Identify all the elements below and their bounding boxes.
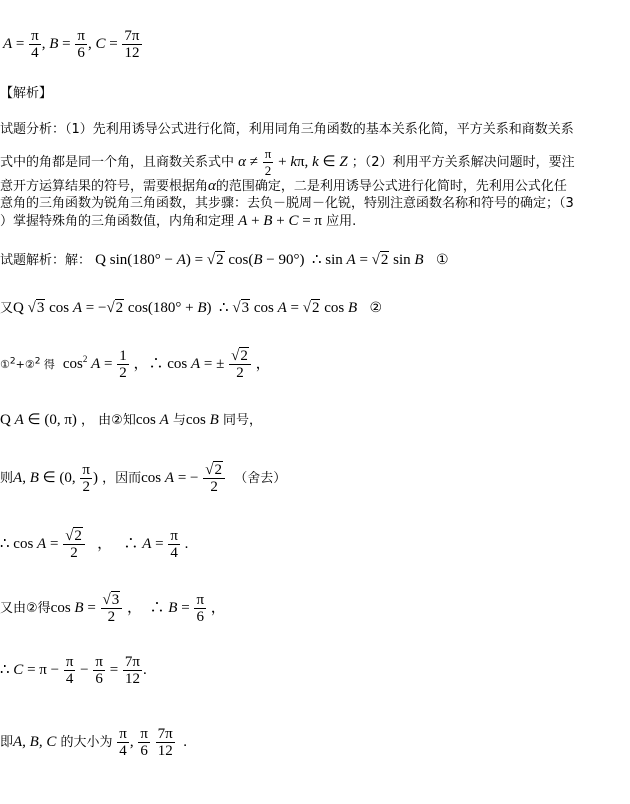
solution-step-3: ①$^2$+②$^2$ 得 $\cos^2 A$ = $\frac{1}{2}$ ，∴ cos A = ± $\frac{√2}{2}$ ， [0, 348, 271, 381]
analysis-line-3: 意开方运算结果的符号，需要根据角α的范围确定，二是利用诱导公式进行化简时，先利用公式化任 [0, 178, 567, 194]
top-answer: A = $\frac{\pi}{4}$ , B = $\frac{\pi}{6}$ , C = $\frac{7\pi}{12}$ [3, 28, 140, 61]
analysis-line-2: 式中的角都是同一个角，且商数关系式中 α ≠ $\frac{\pi}{2}$ + kπ, k ∈ Z ；（2）利用平方关系解决问题时，要注 [0, 146, 575, 178]
solution-step-8: ∴ C = π − $\frac{\pi}{4}$ − $\frac{\pi}{6}$ = $\frac{7\pi}{12}$ . [0, 654, 147, 687]
solution-step-4: Q A ∈ (0, π) ， 由②知cos A 与cos B 同号， [0, 412, 262, 428]
alpha-symbol: α [208, 178, 216, 194]
section-heading: 【解析】 [0, 86, 53, 101]
solution-step-9: 即A, B, C 的大小为 $\frac{\pi}{4}$ , $\frac{\pi}{6}$ $\frac{7\pi}{12}$ . [0, 726, 187, 759]
solution-step-7: 又由②得cos B = $\frac{√3}{2}$ ， ∴ B = $\frac{\pi}{6}$ ， [0, 592, 226, 625]
solution-step-1: 试题解析：解： Q sin(180° − A) = √2 cos(B − 90°) ∴ sin A = √2 sin B ① [0, 252, 449, 268]
solution-step-5: 则A, B ∈ (0, $\frac{\pi}{2}$ ) ，因而cos A = − $\frac{√2}{2}$ （舍去） [0, 462, 287, 495]
solution-step-2: 又Q √3 cos A = −√2 cos(180° + B) ∴ √3 cos A = √2 cos B ② [0, 300, 383, 316]
analysis-line-4: 意角的三角函数为锐角三角函数，其步骤：去负－脱周－化锐，特别注意函数名称和符号的确定；（3 [0, 196, 574, 211]
solution-step-6: ∴ cos A = $\frac{√2}{2}$ ， ∴ A = $\frac{\pi}{4}$ . [0, 528, 189, 561]
analysis-line-1: 试题分析：（1）先利用诱导公式进行化简，利用同角三角函数的基本关系化简，平方关系和商数关系 [0, 122, 574, 137]
analysis-line-5: ）掌握特殊角的三角函数值，内角和定理 A + B + C = π 应用. [0, 213, 357, 229]
